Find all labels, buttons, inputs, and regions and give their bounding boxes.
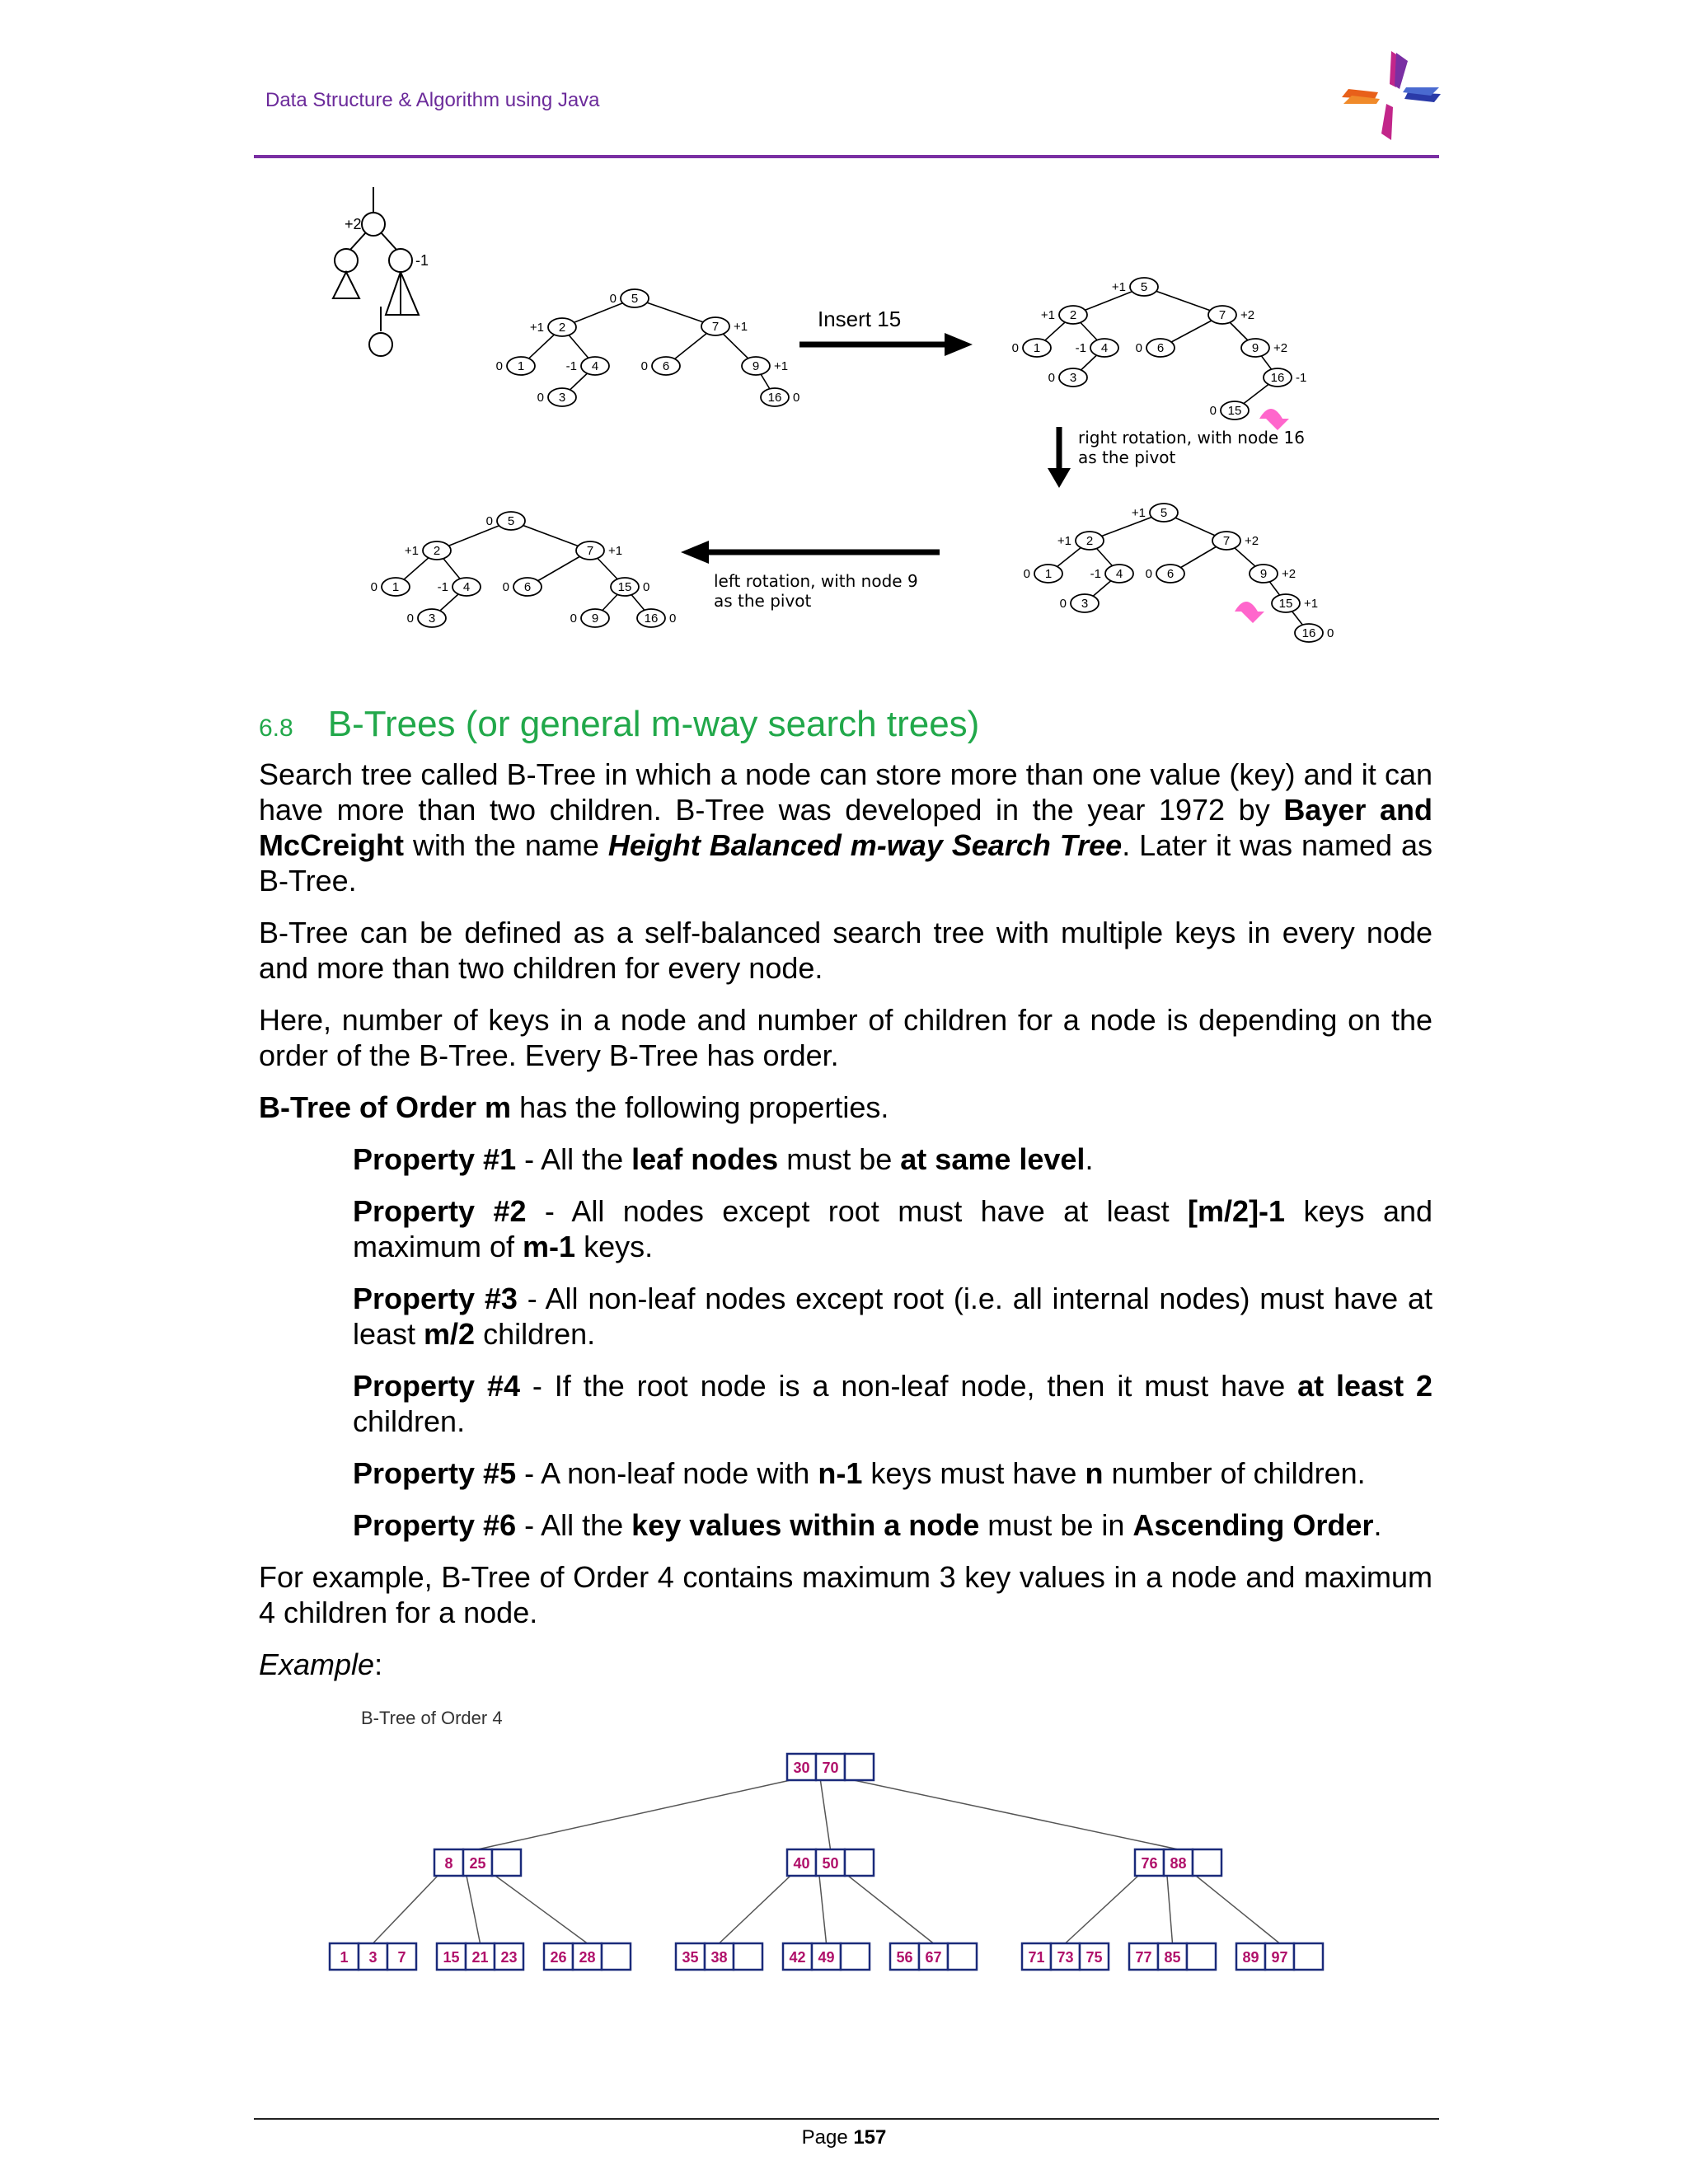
btree-leaf-node	[676, 1943, 762, 1970]
key-value: 70	[822, 1760, 839, 1776]
paragraph-properties-intro	[259, 1090, 1432, 1125]
node-key: 2	[1085, 534, 1094, 548]
balance-factor: +2	[1282, 567, 1296, 581]
key-cell	[845, 1849, 874, 1876]
text: - A non-leaf node with	[516, 1456, 818, 1490]
balance-factor: -1	[1090, 567, 1101, 581]
node-key: 3	[558, 391, 566, 405]
small-avl-tree	[333, 187, 429, 356]
key-value: 23	[500, 1949, 518, 1966]
key-value: 28	[579, 1949, 596, 1966]
paragraph-order: Here, number of keys in a node and number of children for a node is depending on the order of the B-Tree. Every B-Tree has order.	[259, 1003, 1432, 1072]
node-key: 3	[1069, 371, 1077, 385]
node-key: 7	[586, 544, 594, 558]
balance-factor: 0	[793, 391, 800, 405]
key-cell	[1294, 1943, 1323, 1970]
node-key: 3	[428, 612, 436, 626]
bold-text: B-Tree of Order m	[259, 1090, 512, 1124]
rotation-arrow-icon	[1235, 602, 1264, 623]
bold-text: Ascending Order	[1132, 1508, 1374, 1542]
text: number of children.	[1103, 1456, 1366, 1490]
balance-factor: +1	[774, 359, 789, 373]
property-4	[353, 1368, 1432, 1439]
node-key: 1	[1044, 567, 1053, 581]
btree-edge	[819, 1876, 827, 1943]
node-key: 9	[1259, 567, 1268, 581]
text: - If the root node is a non-leaf node, then it must have	[520, 1369, 1298, 1403]
text: - All nodes except root must have at least	[526, 1194, 1189, 1228]
node-key: 6	[523, 580, 532, 594]
key-cell	[845, 1754, 874, 1780]
text: must be in	[979, 1508, 1133, 1542]
text: with the name	[404, 828, 608, 862]
key-cell	[1187, 1943, 1216, 1970]
node-key: 15	[617, 580, 632, 594]
node-key: 1	[392, 580, 400, 594]
btree-edge	[1196, 1876, 1280, 1943]
balance-factor: +1	[404, 544, 419, 558]
arrow-head	[945, 333, 973, 356]
footer-prefix: Page	[801, 2126, 854, 2149]
btree-edge	[478, 1780, 791, 1849]
key-value: 42	[789, 1949, 806, 1966]
node-key: 3	[1081, 597, 1089, 611]
logo-icon	[1342, 51, 1441, 140]
btree-leaf-node	[890, 1943, 977, 1970]
property-label: Property #3	[353, 1282, 518, 1315]
node-key: 5	[507, 514, 515, 528]
node-key: 1	[1033, 341, 1041, 355]
property-5	[353, 1455, 1432, 1491]
italic-text: Example	[259, 1647, 375, 1681]
key-value: 85	[1164, 1949, 1181, 1966]
bold-text: leaf nodes	[631, 1142, 779, 1176]
bold-text: key values within a node	[631, 1508, 980, 1542]
balance-factor: +2	[1240, 308, 1255, 322]
property-3	[353, 1281, 1432, 1352]
tree-node	[369, 333, 392, 356]
node-key: 15	[1278, 597, 1293, 611]
node-key: 16	[644, 612, 659, 626]
node-key: 7	[711, 320, 720, 334]
right-rotation-label: right rotation, with node 16	[1078, 428, 1305, 448]
bold-text: at least 2	[1297, 1369, 1433, 1403]
text: .	[1373, 1508, 1382, 1542]
edge	[381, 232, 397, 251]
btree-edge	[720, 1876, 791, 1943]
avl-tree-initial	[496, 289, 800, 406]
key-value: 75	[1085, 1949, 1103, 1966]
balance-factor: 0	[485, 514, 493, 528]
avl-rotation-figure	[313, 183, 1385, 661]
key-value: 73	[1057, 1949, 1074, 1966]
balance-factor: 0	[406, 612, 414, 626]
node-key: 2	[558, 321, 566, 335]
key-value: 25	[469, 1855, 486, 1872]
text: Search tree called B-Tree in which a node can store more than one value (key) and it can have more than two children. B-Tree was developed in the year 1972 by	[259, 757, 1432, 827]
right-rotation-label: as the pivot	[1078, 448, 1176, 467]
node-key: 4	[591, 359, 599, 373]
balance-factor: +1	[1131, 506, 1146, 520]
text: children.	[353, 1404, 466, 1438]
balance-factor: 0	[537, 391, 544, 405]
balance-factor: +1	[1040, 308, 1055, 322]
balance-factor: 0	[640, 359, 648, 373]
key-cell	[841, 1943, 870, 1970]
node-key: 6	[1156, 341, 1165, 355]
key-value: 35	[682, 1949, 699, 1966]
btree-leaf-node	[544, 1943, 631, 1970]
balance-factor: 0	[1145, 567, 1152, 581]
node-key: 6	[662, 359, 670, 373]
node-key: 7	[1218, 308, 1226, 322]
balance-factor: 0	[370, 580, 377, 594]
btree-internal-node	[787, 1849, 874, 1876]
btree-leaf-node	[1129, 1943, 1216, 1970]
text: keys must have	[862, 1456, 1085, 1490]
text: .	[1085, 1142, 1094, 1176]
balance-factor: 0	[1209, 404, 1217, 418]
node-key: 9	[591, 612, 599, 626]
text: keys and maximum of	[353, 1194, 1433, 1263]
tree-node	[335, 249, 358, 272]
bold-text: at same level	[900, 1142, 1085, 1176]
text: . Later it was named as B-Tree.	[259, 828, 1433, 898]
header-rule	[254, 155, 1439, 158]
key-value: 97	[1271, 1949, 1288, 1966]
left-rotation-label: as the pivot	[714, 591, 812, 611]
balance-factor: -1	[1296, 371, 1307, 385]
node-key: 7	[1222, 534, 1231, 548]
key-value: 26	[550, 1949, 567, 1966]
key-value: 49	[818, 1949, 835, 1966]
tree-node	[389, 249, 412, 272]
balance-factor: -1	[1075, 341, 1086, 355]
balance-factor: -1	[437, 580, 448, 594]
balance-factor: +1	[529, 321, 544, 335]
btree-figure	[321, 1731, 1376, 2003]
edge	[349, 232, 366, 251]
key-value: 89	[1242, 1949, 1259, 1966]
subtree-triangle	[386, 272, 401, 315]
subtree-triangle	[401, 272, 419, 315]
balance-factor: +1	[608, 544, 623, 558]
page-footer	[0, 2126, 1688, 2149]
node-key: 1	[517, 359, 525, 373]
text: has the following properties.	[511, 1090, 889, 1124]
key-value: 77	[1135, 1949, 1152, 1966]
balance-factor: -1	[565, 359, 577, 373]
node-key: 16	[1301, 626, 1316, 640]
node-key: 4	[1115, 567, 1123, 581]
property-label: Property #4	[353, 1369, 520, 1403]
key-value: 67	[925, 1949, 942, 1966]
arrow-head	[681, 541, 709, 564]
key-value: 1	[340, 1949, 349, 1966]
node-key: 5	[1160, 506, 1168, 520]
balance-factor: 0	[502, 580, 509, 594]
balance-factor: 0	[1048, 371, 1055, 385]
key-cell	[948, 1943, 977, 1970]
node-key: 6	[1166, 567, 1175, 581]
btree-edge	[854, 1780, 1179, 1849]
bold-italic-text: Height Balanced m-way Search Tree	[607, 828, 1123, 862]
key-value: 76	[1141, 1855, 1158, 1872]
btree-leaf-node	[783, 1943, 870, 1970]
btree-internal-node	[434, 1849, 521, 1876]
btree-edge	[848, 1876, 934, 1943]
btree-leaf-node	[330, 1943, 416, 1970]
bold-text: n-1	[818, 1456, 863, 1490]
header-title: Data Structure & Algorithm using Java	[265, 89, 600, 111]
bold-text: m-1	[523, 1230, 576, 1263]
btree-edge	[373, 1876, 438, 1943]
property-1	[353, 1141, 1432, 1177]
balance-factor: 0	[609, 292, 617, 306]
paragraph-intro	[259, 757, 1432, 898]
property-6	[353, 1507, 1432, 1543]
node-key: 5	[1140, 280, 1148, 294]
node-key: 16	[1270, 371, 1285, 385]
subtree-triangle	[333, 272, 359, 298]
balance-factor: 0	[570, 612, 577, 626]
text: - All the	[516, 1142, 632, 1176]
btree-leaf-node	[437, 1943, 523, 1970]
node-key: 9	[1251, 341, 1259, 355]
btree-edge	[467, 1876, 481, 1943]
key-value: 8	[444, 1855, 453, 1872]
balance-factor: +2	[1273, 341, 1288, 355]
key-value: 7	[397, 1949, 406, 1966]
node-key: 16	[767, 391, 782, 405]
key-value: 15	[443, 1949, 460, 1966]
paragraph-example: For example, B-Tree of Order 4 contains maximum 3 key values in a node and maximum 4 children for a node.	[259, 1560, 1432, 1629]
node-key: 2	[433, 544, 441, 558]
node-key: 4	[462, 580, 471, 594]
balance-factor: 0	[1327, 626, 1334, 640]
node-key: 15	[1227, 404, 1242, 418]
balance-factor: +1	[1057, 534, 1071, 548]
balance-factor: +2	[1245, 534, 1259, 548]
key-value: 3	[368, 1949, 377, 1966]
balance-label: +2	[345, 216, 362, 232]
key-value: 40	[793, 1855, 810, 1872]
balance-factor: 0	[495, 359, 503, 373]
balance-factor: 0	[669, 612, 677, 626]
balance-factor: 0	[1135, 341, 1142, 355]
btree-leaf-node	[1236, 1943, 1323, 1970]
avl-tree-after-right-rotation	[1024, 504, 1334, 642]
property-2	[353, 1193, 1432, 1264]
balance-factor: +1	[734, 320, 748, 334]
text: must be	[778, 1142, 901, 1176]
body-text	[259, 757, 1432, 1699]
property-label: Property #6	[353, 1508, 517, 1542]
paragraph-definition: B-Tree can be defined as a self-balanced search tree with multiple keys in every node and more than two children for every node.	[259, 916, 1432, 985]
text: keys.	[575, 1230, 654, 1263]
key-value: 88	[1170, 1855, 1187, 1872]
key-cell	[602, 1943, 631, 1970]
footer-rule	[254, 2118, 1439, 2120]
balance-factor: 0	[1059, 597, 1067, 611]
section-heading	[259, 704, 979, 745]
btree-edge	[495, 1876, 588, 1943]
node-key: 5	[631, 292, 639, 306]
section-title: B-Trees (or general m-way search trees)	[327, 704, 980, 744]
balance-label: -1	[415, 252, 429, 269]
balance-factor: 0	[1011, 341, 1019, 355]
balance-factor: 0	[1023, 567, 1030, 581]
property-label: Property #2	[353, 1194, 527, 1228]
insert-label: Insert 15	[818, 307, 902, 331]
balance-factor: +1	[1111, 280, 1126, 294]
property-label: Property #1	[353, 1142, 517, 1176]
key-value: 71	[1028, 1949, 1045, 1966]
btree-edge	[820, 1780, 830, 1849]
btree-internal-node	[1135, 1849, 1221, 1876]
key-cell	[734, 1943, 762, 1970]
avl-tree-final	[371, 512, 677, 627]
text: - All the	[516, 1508, 632, 1542]
text: children.	[475, 1317, 596, 1351]
balance-factor: +1	[1304, 597, 1319, 611]
bold-text: [m/2]-1	[1188, 1194, 1286, 1228]
key-cell	[492, 1849, 521, 1876]
btree-leaf-node	[1022, 1943, 1109, 1970]
node-key: 4	[1100, 341, 1109, 355]
btree-caption: B-Tree of Order 4	[361, 1708, 503, 1728]
page-number: 157	[853, 2126, 887, 2149]
example-label: Example:	[259, 1647, 383, 1681]
key-value: 50	[822, 1855, 839, 1872]
key-value: 56	[896, 1949, 913, 1966]
key-cell	[1193, 1849, 1221, 1876]
arrow-head	[1048, 468, 1071, 488]
balance-factor: 0	[643, 580, 650, 594]
key-value: 30	[793, 1760, 810, 1776]
bold-text: m/2	[424, 1317, 476, 1351]
bold-text: n	[1085, 1456, 1104, 1490]
btree-edge	[1066, 1876, 1139, 1943]
left-rotation-label: left rotation, with node 9	[714, 571, 918, 591]
property-label: Property #5	[353, 1456, 517, 1490]
node-key: 2	[1069, 308, 1077, 322]
key-value: 38	[710, 1949, 728, 1966]
avl-tree-after-insert	[1012, 278, 1307, 419]
key-value: 21	[471, 1949, 489, 1966]
text: - All non-leaf nodes except root (i.e. all internal nodes) must have at least	[353, 1282, 1433, 1351]
node-key: 9	[752, 359, 760, 373]
btree-edge	[1167, 1876, 1173, 1943]
bold-text: Bayer and McCreight	[259, 793, 1433, 862]
btree-root-node	[787, 1754, 874, 1780]
section-number: 6.8	[259, 715, 293, 742]
